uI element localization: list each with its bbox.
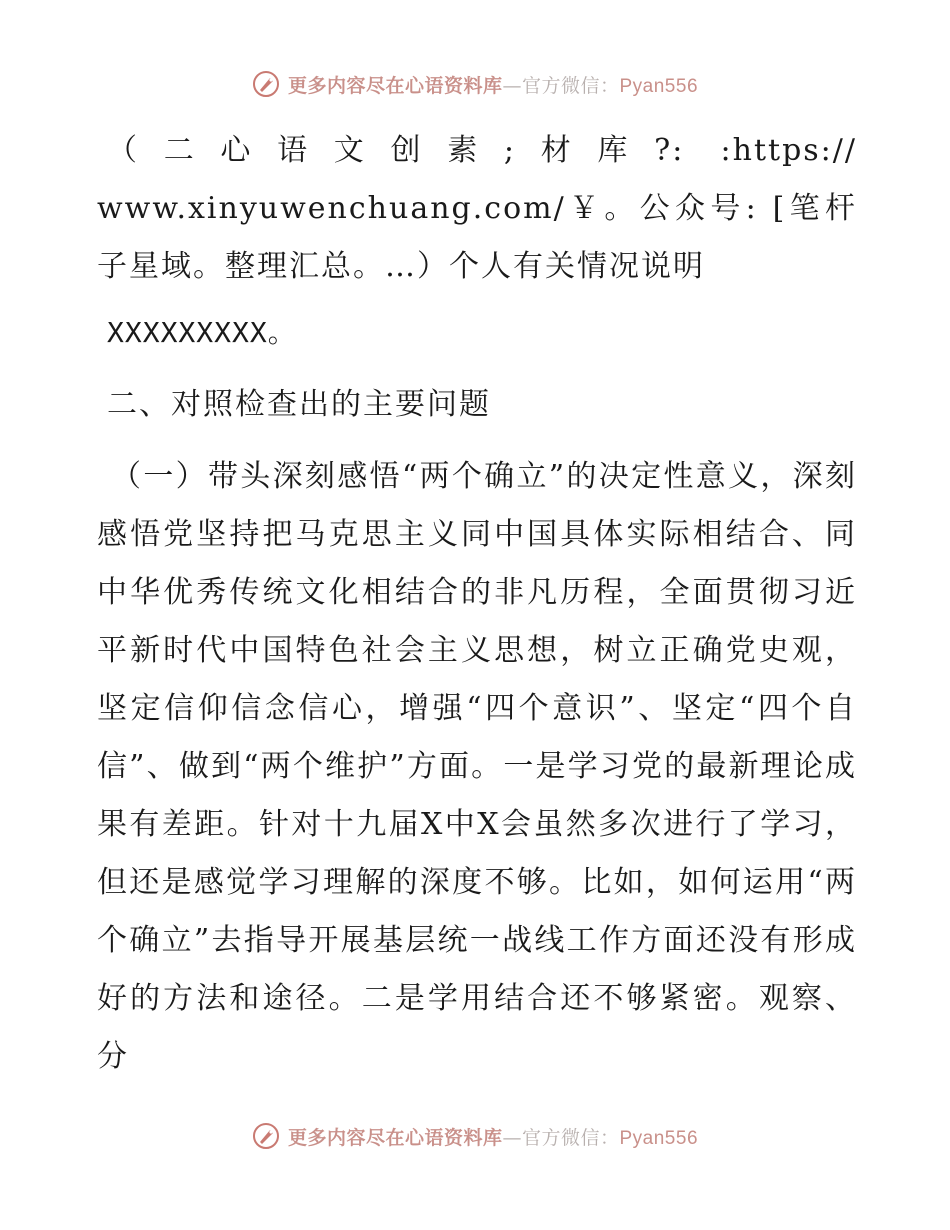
section-heading: 二、对照检查出的主要问题	[107, 387, 491, 422]
watermark-separator: —	[502, 74, 522, 97]
watermark-text	[288, 71, 698, 98]
paragraph-header-note: （二心语文创素;材库?: :https:// www.xinyuwenchuang.com/￥。公众号: [笔杆子星域。整理汇总。…）个人有关情况说明	[97, 133, 857, 284]
header-watermark	[0, 70, 950, 98]
paragraph-placeholder: XXXXXXXXX。	[107, 316, 297, 349]
paragraph-body: （一）带头深刻感悟“两个确立”的决定性意义，深刻感悟党坚持把马克思主义同中国具体实际相结合、同中华优秀传统文化相结合的非凡历程，全面贯彻习近平新时代中国特色社会主义思想，树立正确党史观，坚定信仰信念信心，增强“四个意识”、坚定“四个自信”、做到“两个维护”方面。一是学习党的最新理论成果有差距。针对十九届X中X会虽然多次进行了学习，但还是感觉学习理解的深度不够。比如，如何运用“两个确立”去指导开展基层统一战线工作方面还没有形成好的方法和途径。二是学用结合还不够紧密。观察、分	[97, 459, 857, 1074]
watermark-separator: —	[502, 1126, 522, 1149]
watermark-text	[288, 1123, 698, 1150]
pen-nib-logo-icon	[252, 70, 280, 98]
watermark-handle: Pyan556	[619, 1127, 699, 1149]
watermark-official: 官方微信：	[521, 74, 620, 97]
document-body	[97, 122, 857, 1086]
pen-nib-logo-icon	[252, 1122, 280, 1150]
watermark-official: 官方微信：	[521, 1126, 620, 1149]
footer-watermark	[0, 1122, 950, 1150]
watermark-site: 更多内容尽在心语资料库	[287, 1126, 503, 1149]
watermark-handle: Pyan556	[619, 75, 699, 97]
watermark-site: 更多内容尽在心语资料库	[287, 74, 503, 97]
